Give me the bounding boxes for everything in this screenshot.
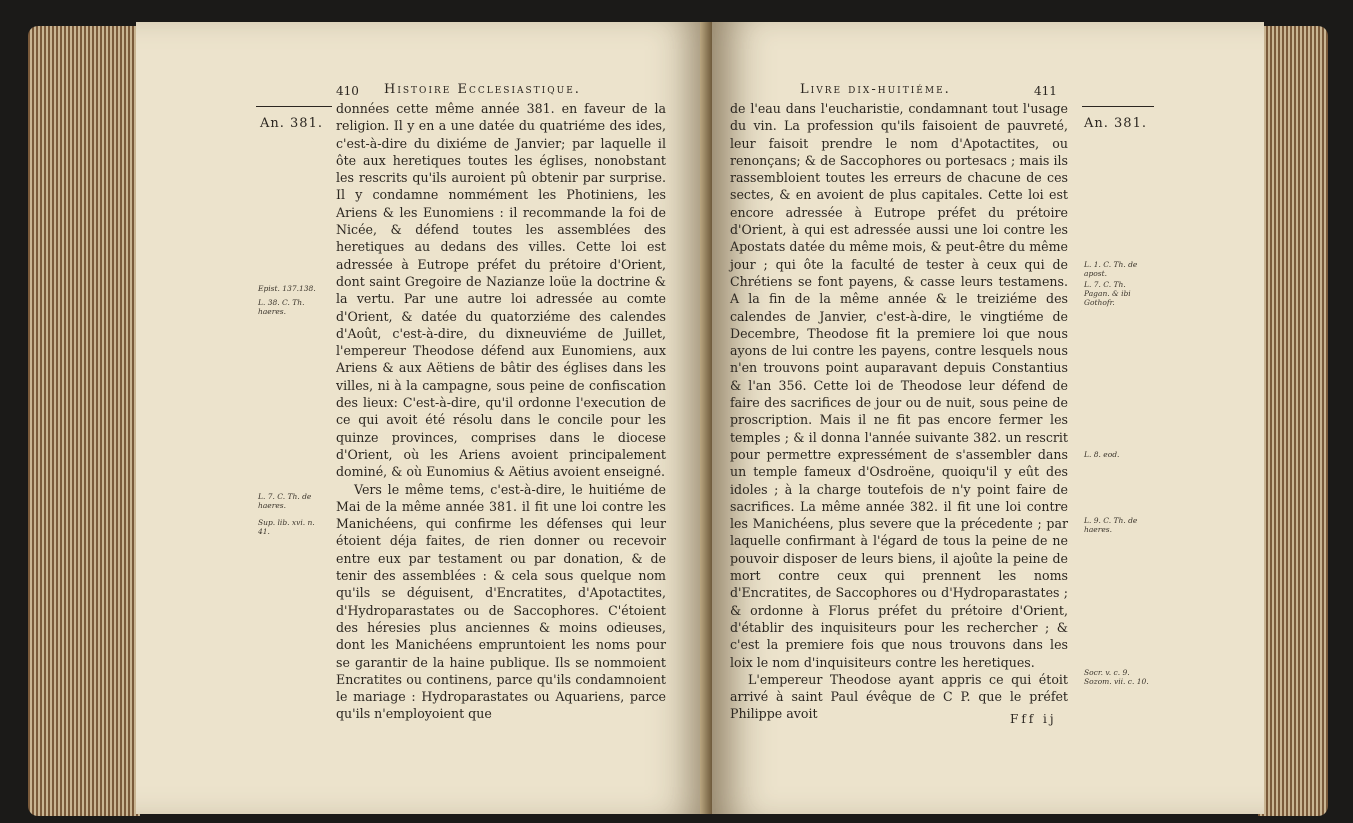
margin-note: Socr. v. c. 9. Sozom. vii. c. 10. xyxy=(1084,668,1149,686)
paragraph: de l'eau dans l'eucharistie, condamnant tout l'usage du vin. La profession qu'ils faisoient de pauvreté, leur faisoit prendre le nom d'Apotactites, ou renonçans; & de Saccophores ou portesacs ; mais ils rassembloient toutes les erreurs de chacune de ces sectes, & en avoient de plus capitales. Cette loi est encore adressée à Eutrope préfet du prétoire d'Orient, à qui est adressée aussi une loi contre les Apostats datée du même mois, & peut-être du même jour ; qui ôte la faculté de tester à ceux qui de Chrétiens se font payens, & casse leurs testamens. A la fin de la même année & le treiziéme des calendes de Janvier, c'est-à-dire, le vingtiéme de Decembre, Theodose fit la premiere loi que nous ayons de lui contre les payens, contre lesquels nous n'en trouvons point auparavant depuis Constantius & l'an 356. Cette loi de Theodose leur défend de faire des sacrifices de jour ou de nuit, sous peine de proscription. Mais il ne fit pas encore fermer les temples ; & il donna l'année suivante 382. un rescrit pour permettre expressément de s'assembler dans un temple fameux d'Osdroëne, quoiqu'il y eût des idoles ; à la charge toutefois de n'y point faire de sacrifices. La même année 382. il fit une loi contre les Manichéens, plus severe que la précedente ; par laquelle confirmant à l'égard de tous la peine de ne pouvoir disposer de leurs biens, il ajoûte la peine de mort contre ceux qui prennent les noms d'Encratites, de Saccophores ou d'Hydroparastates ; & ordonne à Florus préfet du prétoire d'Orient, d'établir des inquisiteurs pour les rechercher ; & c'est la premiere fois que nous trouvons dans les loix le nom d'inquisiteurs contre les heretiques. xyxy=(730,101,1068,670)
left-text-block xyxy=(336,100,666,723)
page-number: 411 xyxy=(1034,84,1057,98)
paragraph: L'empereur Theodose ayant appris ce qui étoit arrivé à saint Paul évêque de C P. que le préfet Philippe avoit xyxy=(730,671,1068,722)
margin-note: L. 7. C. Th. Pagan. & ibi Gothofr. xyxy=(1084,280,1131,307)
margin-note: L. 7. C. Th. de haeres. xyxy=(258,492,312,510)
running-head: Histoire Ecclesiastique. xyxy=(384,82,581,97)
running-head: Livre dix-huitiéme. xyxy=(800,82,951,97)
year-rule xyxy=(1082,106,1154,107)
margin-note: L. 9. C. Th. de haeres. xyxy=(1084,516,1138,534)
page-number: 410 xyxy=(336,84,359,98)
margin-note: L. 8. eod. xyxy=(1084,450,1120,459)
year-label: An. 381. xyxy=(260,116,323,131)
open-book xyxy=(28,8,1328,820)
margin-note: Epist. 137.138. xyxy=(258,284,316,293)
left-page xyxy=(136,22,710,814)
right-page-edges xyxy=(1258,26,1328,816)
margin-note: L. 38. C. Th. haeres. xyxy=(258,298,305,316)
margin-note: Sup. lib. xvi. n. 41. xyxy=(258,518,315,536)
right-page xyxy=(712,22,1264,814)
year-label: An. 381. xyxy=(1084,116,1147,131)
paragraph: données cette même année 381. en faveur de la religion. Il y en a une datée du quatriéme des ides, c'est-à-dire du dixiéme de Janvier; par laquelle il ôte aux heretiques toutes les églises, nonobstant les rescrits qu'ils auroient pû obtenir par surprise. Il y condamne nommément les Photiniens, les Ariens & les Eunomiens : il recommande la foi de Nicée, & défend toutes les assemblées des heretiques au dedans des villes. Cette loi est adressée à Eutrope préfet du prétoire d'Orient, dont saint Gregoire de Nazianze loüe la doctrine & la vertu. Par une autre loi adressée au comte d'Orient, & datée du quatorziéme des calendes d'Août, c'est-à-dire, du dixneuviéme de Juillet, l'empereur Theodose défend aux Eunomiens, aux Ariens & aux Aëtiens de bâtir des églises dans les villes, ni à la campagne, sous peine de confiscation des lieux: C'est-à-dire, qu'il ordonne l'execution de ce qui avoit été résolu dans le concile pour les quinze provinces, comprises dans le diocese d'Orient, où les Ariens avoient principalement dominé, & où Eunomius & Aëtius avoient enseigné. xyxy=(336,101,666,480)
paragraph: Vers le même tems, c'est-à-dire, le huitiéme de Mai de la même année 381. il fit une loi contre les Manichéens, qui confirme les défenses qui leur étoient déja faites, de rien donner ou recevoir entre eux par testament ou par donation, & de tenir des assemblées : & cela sous quelque nom qu'ils se déguisent, d'Encratites, d'Apotactites, d'Hydroparastates ou de Saccophores. C'étoient des héresies plus anciennes & moins odieuses, dont les Manichéens empruntoient les noms pour se garantir de la haine publique. Ils se nommoient Encratites ou continens, parce qu'ils condamnoient le mariage : Hydroparastates ou Aquariens, parce qu'ils n'employoient que xyxy=(336,481,666,722)
right-text-block xyxy=(730,100,1068,723)
signature-mark: Fff ij xyxy=(1010,712,1057,726)
margin-note: L. 1. C. Th. de apost. xyxy=(1084,260,1138,278)
left-page-edges xyxy=(28,26,140,816)
year-rule xyxy=(256,106,332,107)
